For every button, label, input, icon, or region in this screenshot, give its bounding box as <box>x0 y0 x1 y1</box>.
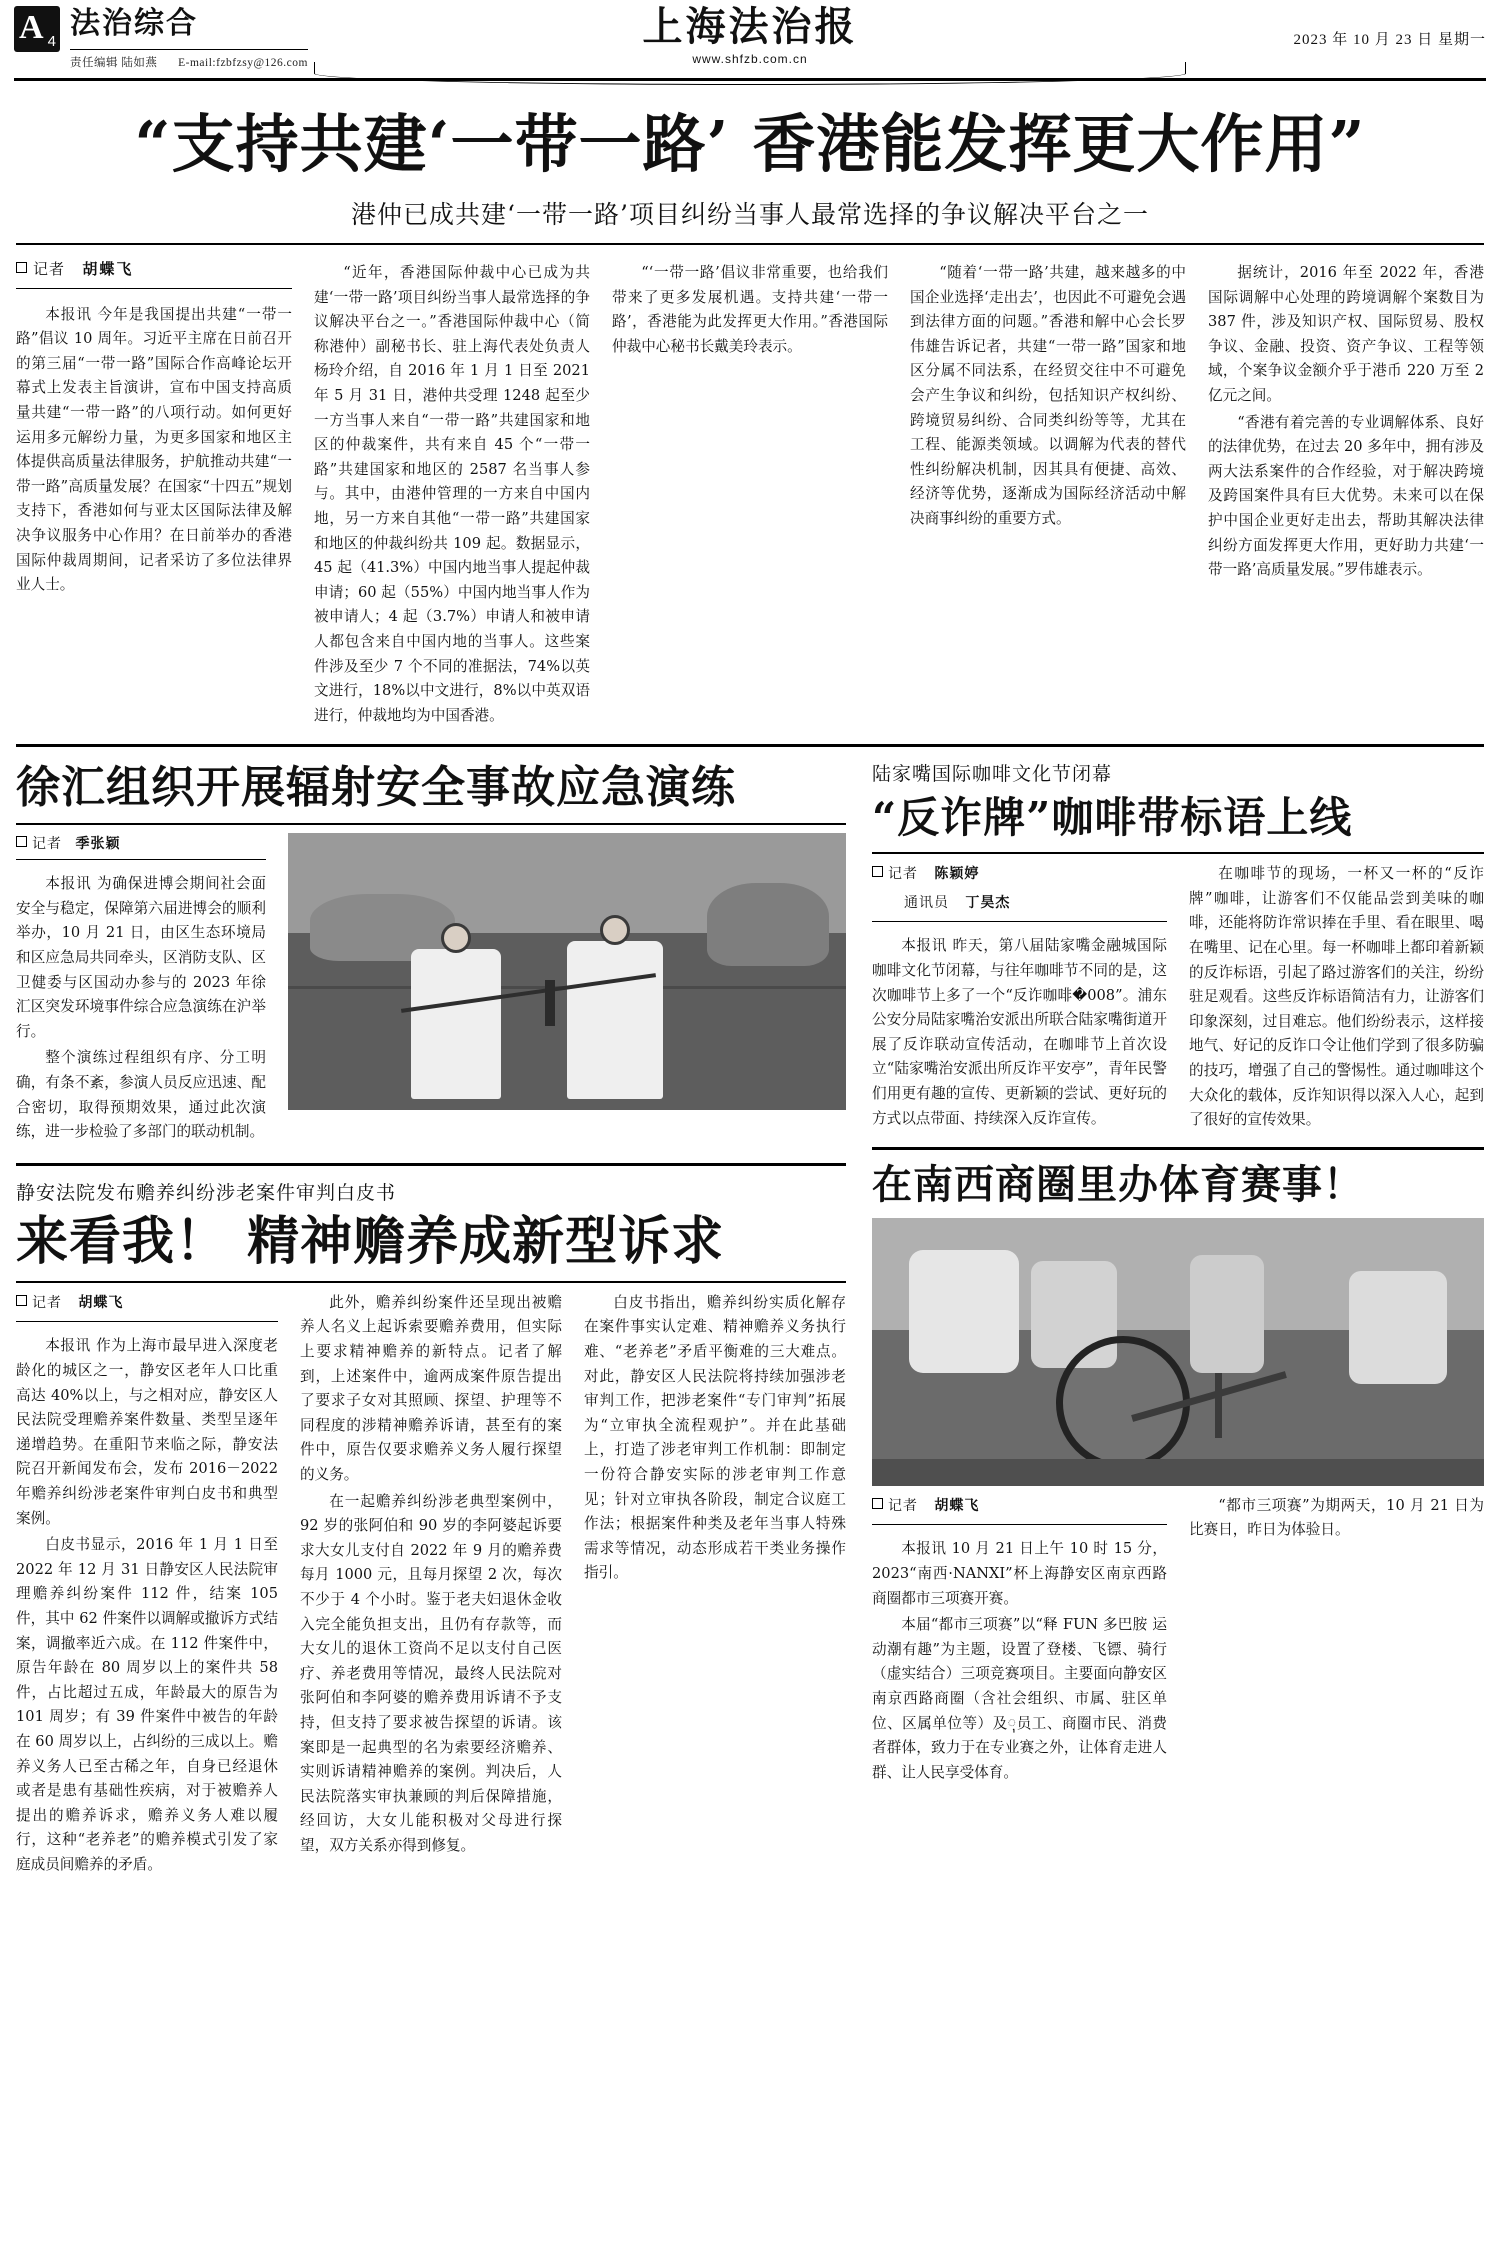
jingan-headline: 来看我！ 精神赡养成新型诉求 <box>16 1210 725 1272</box>
coffee-byline2-name: 丁昊杰 <box>965 894 1011 911</box>
lead-column-2 <box>314 247 590 728</box>
bicycle-wheel-icon <box>1056 1336 1190 1470</box>
lead-paragraph: “香港有着完善的专业调解体系、良好的法律优势，在过去 20 多年中，拥有涉及两大法系案件的合作经验，对于解决跨境及跨国案件具有巨大优势。未来可以在保护中国企业更好走出去，帮助其解决法律纠纷方面发挥更大作用，更好助力共建‘一带一路’高质量发展。”罗伟雄表示。 <box>1208 413 1484 579</box>
lead-column-5 <box>1208 247 1484 728</box>
xuhui-bottom-divider <box>16 1163 846 1166</box>
paper-name: 上海法治报 <box>642 3 858 50</box>
coffee-byline-name: 陈颖婷 <box>934 866 980 883</box>
coffee-story <box>872 759 1484 1133</box>
page-letter: A <box>19 9 44 46</box>
byline-box-icon <box>872 866 883 877</box>
lead-paragraph: “近年，香港国际仲裁中心已成为共建‘一带一路’项目纠纷当事人最常选择的争议解决平台之一。”香港国际仲裁中心（简称港仲）副秘书长、驻上海代表处负责人杨玲介绍，自 2016 年 1 月 1 日至 2021 年 5 月 31 日，港仲共受理 1248 起至少一方当事人来自“一带一路”共建国家和地区的仲裁案件，共有来自 45 个“一带一路”共建国家和地区的 2587 名当事人参与。其中，由港仲管理的一方来自中国内地，另一方来自其他“一带一路”共建国家和地区的仲裁纠纷共 109 起。数据显示，45 起（41.3%）中国内地当事人提起仲裁申请；60 起（55%）中国内地当事人作为被申请人；4 起（3.7%）申请人和被申请人都包含来自中国内地的当事人。这些案件涉及至少 7 个不同的准据法，74%以英文进行，18%以中文进行，8%以中英双语进行，仲裁地均为中国香港。 <box>314 264 590 724</box>
jingan-paragraph: 本报讯 作为上海市最早进入深度老龄化的城区之一，静安区老年人口比重高达 40%以上，与之相对应，静安区人民法院受理赡养案件数量、类型呈逐年递增趋势。在重阳节来临之际，静安法院召开新闻发布会，发布 2016－2022 年赡养纠纷涉老案件审判白皮书和典型案例。 <box>16 1337 278 1527</box>
coffee-byline-mark: 记者 <box>888 866 918 883</box>
coffee-bottom-divider <box>872 1147 1484 1150</box>
jingan-column-3 <box>584 1291 846 1878</box>
sports-columns <box>872 1494 1484 1786</box>
lead-byline-name: 胡蝶飞 <box>82 260 134 278</box>
xuhui-rule <box>16 823 846 825</box>
lead-column-3 <box>612 247 888 728</box>
sports-photo <box>872 1218 1484 1486</box>
sports-byline-rule <box>872 1524 1167 1525</box>
sports-column-2 <box>1189 1494 1484 1786</box>
jingan-paragraph: 此外，赡养纠纷案件还呈现出被赡养人名义上起诉索要赡养费用，但实际上要求精神赡养的新特点。记者了解到，上述案件中，逾两成案件原告提出了要求子女对其照顾、探望、护理等不同程度的涉精神赡养诉请，甚至有的案件中，原告仅要求赡养义务人履行探望的义务。 <box>300 1293 562 1483</box>
jingan-columns <box>16 1291 846 1878</box>
page-number-badge <box>14 6 60 52</box>
coffee-column-1 <box>872 862 1167 1133</box>
coffee-column-2 <box>1189 862 1484 1133</box>
lead-paragraph: 据统计，2016 年至 2022 年，香港国际调解中心处理的跨境调解个案数目为 387 件，涉及知识产权、国际贸易、股权争议、金融、投资、资产争议、工程等领域，个案争议金额介乎于港币 220 万至 2 亿元之间。 <box>1208 264 1484 404</box>
lead-paragraph: “‘一带一路’倡议非常重要，也给我们带来了更多发展机遇。支持共建‘一带一路’，香港能为此发挥更大作用。”香港国际仲裁中心秘书长戴美玲表示。 <box>612 264 888 355</box>
lead-byline <box>16 257 292 289</box>
byline-box-icon <box>16 262 27 273</box>
sports-column-1 <box>872 1494 1167 1786</box>
lead-paragraph: “随着‘一带一路’共建，越来越多的中国企业选择‘走出去’，也因此不可避免会遇到法律方面的问题。”香港和解中心会长罗伟雄告诉记者，共建“一带一路”国家和地区分属不同法系，在经贸交往中不可避免会产生争议和纠纷，包括知识产权纠纷、跨境贸易纠纷、合同类纠纷等等，尤其在工程、能源类领域。以调解为代表的替代性纠纷解决机制，因其具有便捷、高效、经济等优势，逐渐成为国际经济活动中解决商事纠纷的重要方式。 <box>910 264 1186 527</box>
page-number: 4 <box>47 33 56 50</box>
section-title: 法治综合 <box>70 6 198 41</box>
jingan-byline-name: 胡蝶飞 <box>78 1294 124 1311</box>
lead-column-1 <box>16 247 292 728</box>
xuhui-paragraph: 本报讯 为确保进博会期间社会面安全与稳定，保障第六届进博会的顺利举办，10 月 21 日，由区生态环境局和区应急局共同牵头，区消防支队、区卫健委与区国动办参与的 2023 年徐汇区突发环境事件综合应急演练在沪举行。 <box>16 875 266 1040</box>
paper-url[interactable]: www.shfzb.com.cn <box>692 52 808 66</box>
jingan-paragraph: 在一起赡养纠纷涉老典型案例中，92 岁的张阿伯和 90 岁的李阿婆起诉要求大女儿支付自 2022 年 9 月的赡养费每月 1000 元，且每月探望 2 次，每次不少于 4 个小时。鉴于老夫妇退休金收入完全能负担支出，且仍有存款等，而大女儿的退休工资尚不足以支付自己医疗、养老费用等情况，最终人民法院对张阿伯和李阿婆的赡养费用诉请不予支持，但支持了要求被告探望的诉请。该案即是一起典型的名为索要经济赡养、实则诉请精神赡养的案例。判决后，人民法院落实审执兼顾的判后保障措施，经回访，大女儿能积极对父母进行探望，双方关系亦得到修复。 <box>300 1492 562 1854</box>
lead-columns <box>16 247 1484 728</box>
lead-rule <box>16 243 1484 245</box>
coffee-paragraph-2: 在咖啡节的现场，一杯又一杯的“反诈牌”咖啡，让游客们不仅能品尝到美味的咖啡，还能将防诈常识捧在手里、看在眼里、喝在嘴里、记在心里。每一杯咖啡上都印着新颖的反诈标语，引起了路过游客们的关注，纷纷驻足观看。这些反诈标语简洁有力，让游客们印象深刻，过目难忘。他们纷纷表示，这样接地气、好记的反诈口令让他们学到了很多防骗的技巧，增强了自己的警惕性。通过咖啡这个大众化的载体，反诈知识得以深入人心，起到了很好的宣传效果。 <box>1189 865 1484 1129</box>
masthead-left <box>14 6 308 70</box>
lead-paragraph: 本报讯 今年是我国提出共建“一带一路”倡议 10 周年。习近平主席在日前召开的第三届“一带一路”国际合作高峰论坛开幕式上发表主旨演讲，宣布中国支持高质量共建“一带一路”的八项行动。如何更好运用多元解纷力量，为更多国家和地区主体提供高质量法律服务，护航推动共建“一带一路”高质量发展？在国家“十四五”规划支持下，香港如何与亚太区国际法律及解决争议服务中心作用？在日前举办的香港国际仲裁周期间，记者采访了多位法律界业人士。 <box>16 305 292 594</box>
jingan-paragraph: 白皮书指出，赡养纠纷实质化解存在案件事实认定难、精神赡养义务执行难、“老养老”矛盾平衡难的三大难点。对此，静安区人民法院将持续加强涉老审判工作，把涉老案件“专门审判”拓展为“立审执全流程观护”。并在此基础上，打造了涉老审判工作机制：即制定一份符合静安实际的涉老审判工作意见；针对立审执各阶段，制定合议庭工作法；根据案件种类及老年当事人特殊需求等情况，动态形成若干类业务操作指引。 <box>584 1293 846 1582</box>
byline-box-icon <box>872 1498 883 1509</box>
sports-paragraph: 本届“都市三项赛”以“释 FUN 多巴胺 运动潮有趣”为主题，设置了登楼、飞镖、骑行（虚实结合）三项竞赛项目。主要面向静安区南京西路商圈（含社会组织、市属、驻区单位、区属单位等）及ុ员工、商圈市民、消费者群体，致力于在专业赛之外，让体育走进人群、让人民享受体育。 <box>872 1616 1167 1781</box>
coffee-kicker: 陆家嘴国际咖啡文化节闭幕 <box>872 763 1113 786</box>
coffee-byline-rule <box>872 921 1167 922</box>
masthead-center <box>643 4 858 66</box>
coffee-byline-2 <box>872 891 1167 916</box>
byline-box-icon <box>16 1295 27 1306</box>
xuhui-byline-rule <box>16 859 266 860</box>
sports-paragraph: 本报讯 10 月 21 日上午 10 时 15 分，2023“南西·NANXI”杯上海静安区南京西路商圈都市三项赛开赛。 <box>872 1540 1167 1607</box>
xuhui-byline <box>16 833 266 853</box>
jingan-column-1 <box>16 1291 278 1878</box>
jingan-rule <box>16 1281 846 1283</box>
mid-section <box>16 747 1484 1877</box>
coffee-headline: “反诈牌”咖啡带标语上线 <box>872 793 1353 843</box>
sports-paragraph-cont: “都市三项赛”为期两天，10 月 21 日为比赛日，昨日为体验日。 <box>1189 1496 1484 1539</box>
jingan-paragraph: 白皮书显示，2016 年 1 月 1 日至 2022 年 12 月 31 日静安区人民法院审理赡养纠纷案件 112 件，结案 105 件，其中 62 件案件以调解或撤诉方式结案，调撤率近六成。在 112 件案件中，原告年龄在 80 周岁以上的案件共 58 件，占比超过五成，年龄最大的原告为 101 周岁；有 39 件案件中被告的年龄在 60 周岁以上，占纠纷的三成以上。赡养义务人已至古稀之年，自身已经退休或者是患有基础性疾病，对于被赡养人提出的赡养诉求，赡养义务人难以履行，这种“老养老”的赡养模式引发了家庭成员间赡养的矛盾。 <box>16 1536 278 1873</box>
sports-story <box>872 1160 1484 1786</box>
jingan-byline <box>16 1291 278 1316</box>
issue-date: 2023 年 10 月 23 日 星期一 <box>1293 32 1486 48</box>
sports-headline: 在南西商圈里办体育赛事！ <box>872 1160 1364 1208</box>
editor-email: E-mail:fzbfzsy@126.com <box>178 57 308 69</box>
masthead <box>14 3 1486 81</box>
lead-story <box>16 107 1484 245</box>
xuhui-photo <box>288 833 846 1110</box>
coffee-byline <box>872 862 1167 887</box>
jingan-kicker: 静安法院发布赡养纠纷涉老案件审判白皮书 <box>16 1181 397 1204</box>
byline-box-icon <box>16 836 27 847</box>
jingan-byline-mark: 记者 <box>32 1294 62 1311</box>
sports-byline-mark: 记者 <box>888 1497 918 1514</box>
jingan-column-2 <box>300 1291 562 1878</box>
lead-byline-mark: 记者 <box>33 260 66 278</box>
xuhui-paragraph: 整个演练过程组织有序、分工明确，有条不紊，参演人员反应迅速、配合密切，取得预期效果，通过此次演练，进一步检验了多部门的联动机制。 <box>16 1049 266 1141</box>
coffee-rule <box>872 852 1484 854</box>
photo-figure <box>411 949 501 1099</box>
coffee-byline2-mark: 通讯员 <box>904 894 949 911</box>
photo-figure <box>567 941 663 1099</box>
xuhui-byline-mark: 记者 <box>32 837 62 853</box>
sports-byline <box>872 1494 1167 1519</box>
coffee-columns <box>872 862 1484 1133</box>
editor-name: 责任编辑 陆如燕 <box>70 57 158 69</box>
right-rail <box>872 747 1484 1877</box>
sports-byline-name: 胡蝶飞 <box>934 1497 980 1514</box>
editor-line <box>70 49 308 70</box>
xuhui-headline: 徐汇组织开展辐射安全事故应急演练 <box>16 762 736 814</box>
xuhui-byline-name: 季张颖 <box>75 837 121 853</box>
lead-column-4 <box>910 247 1186 728</box>
jingan-byline-rule <box>16 1321 278 1322</box>
lead-byline-rule <box>16 288 292 289</box>
lead-subhead: 港仲已成共建‘一带一路’项目纠纷当事人最常选择的争议解决平台之一 <box>351 200 1149 229</box>
coffee-paragraph: 本报讯 昨天，第八届陆家嘴金融城国际咖啡文化节闭幕，与往年咖啡节不同的是，这次咖啡节上多了一个“反诈咖啡�008”。浦东公安分局陆家嘴治安派出所联合陆家嘴街道开展了反诈联动宣传活动，在咖啡节上首次设立“陆家嘴治安派出所反诈平安亭”，青年民警们用更有趣的宣传、更新颖的尝试、更好玩的方式以点带面、持续深入反诈宣传。 <box>872 937 1167 1127</box>
newspaper-page <box>0 3 1500 2259</box>
xuhui-story <box>16 747 846 1877</box>
jingan-story <box>16 1178 846 1878</box>
lead-headline: “支持共建‘一带一路’ 香港能发挥更大作用” <box>134 107 1366 181</box>
